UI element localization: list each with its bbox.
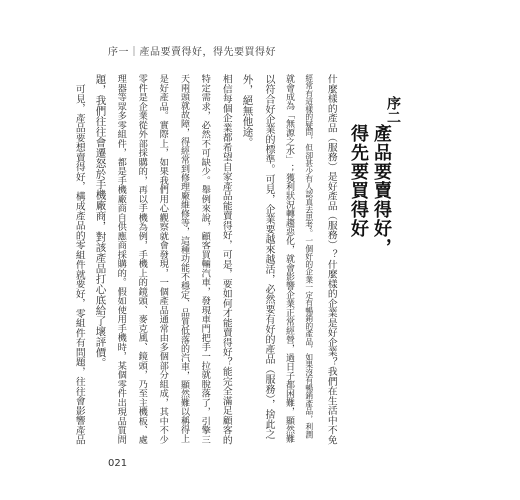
body-column: 什麼樣的產品（服務）是好產品（服務）？什麼樣的企業是好企業？我們在生活中不免 <box>325 74 337 445</box>
body-column: 題，我們往往會遷怒於手機廠商，對該產品打心底給了壞評價。 <box>94 74 107 368</box>
body-column: 經常有這樣的疑問，但卻甚少有人認真去思考。一個好的企業一定有暢銷的產品，如果沒有暢銷產品，利潤 <box>304 74 314 439</box>
running-head: 序一｜產品要賣得好，得先要買得好 <box>108 47 276 58</box>
chapter-title-line-1: 產品要賣得好， <box>371 124 392 257</box>
body-column: 是好產品。實際上，如果我們用心觀察就會發現，一個產品通常由多個部分組成，其中不少 <box>157 74 169 444</box>
page-number: 021 <box>108 458 128 469</box>
chapter-label: 序二 <box>385 96 401 124</box>
body-column: 天兩頭就故障，得經常到修理廠維修等，這種功能不穩定、品質低落的汽車，顯然難以稱得上 <box>179 74 189 443</box>
body-column: 就會成為「無源之水」；獲利狀況轉趨惡化，就會影響企業正常經營，過日子都困難，顯然難 <box>284 74 294 443</box>
body-column: 可見，產品要想賣得好，構成產品的零組件就要好，零組件有問題，往往會影響產品 <box>73 84 85 445</box>
body-column: 理器等眾多零組件，都是手機廠商自供應商採購的。假如使用手機時，某個零件出現品質問 <box>115 74 127 444</box>
body-column: 相信每個企業都希望自家產品能賣得好，可是，要如何才能賣得好？能完全滿足顧客的 <box>220 74 232 445</box>
body-column: 零件是企業從外部採購的，再以手機為例，手機上的鏡頭、麥克風、鏡頭，乃至主機板、處 <box>136 74 148 444</box>
body-column: 以符合好企業的標準。可見，企業要越來越活，必然要有好的產品（服務），捨此之 <box>263 74 274 439</box>
chapter-title-line-2: 得先要買得好 <box>348 124 369 238</box>
body-column: 外，絕無他途。 <box>241 74 254 148</box>
body-column: 特定需求，必然不可缺少。舉例來說，顧客買輛汽車，發現車門把手一拉就脫落了，引擎三 <box>199 74 211 444</box>
